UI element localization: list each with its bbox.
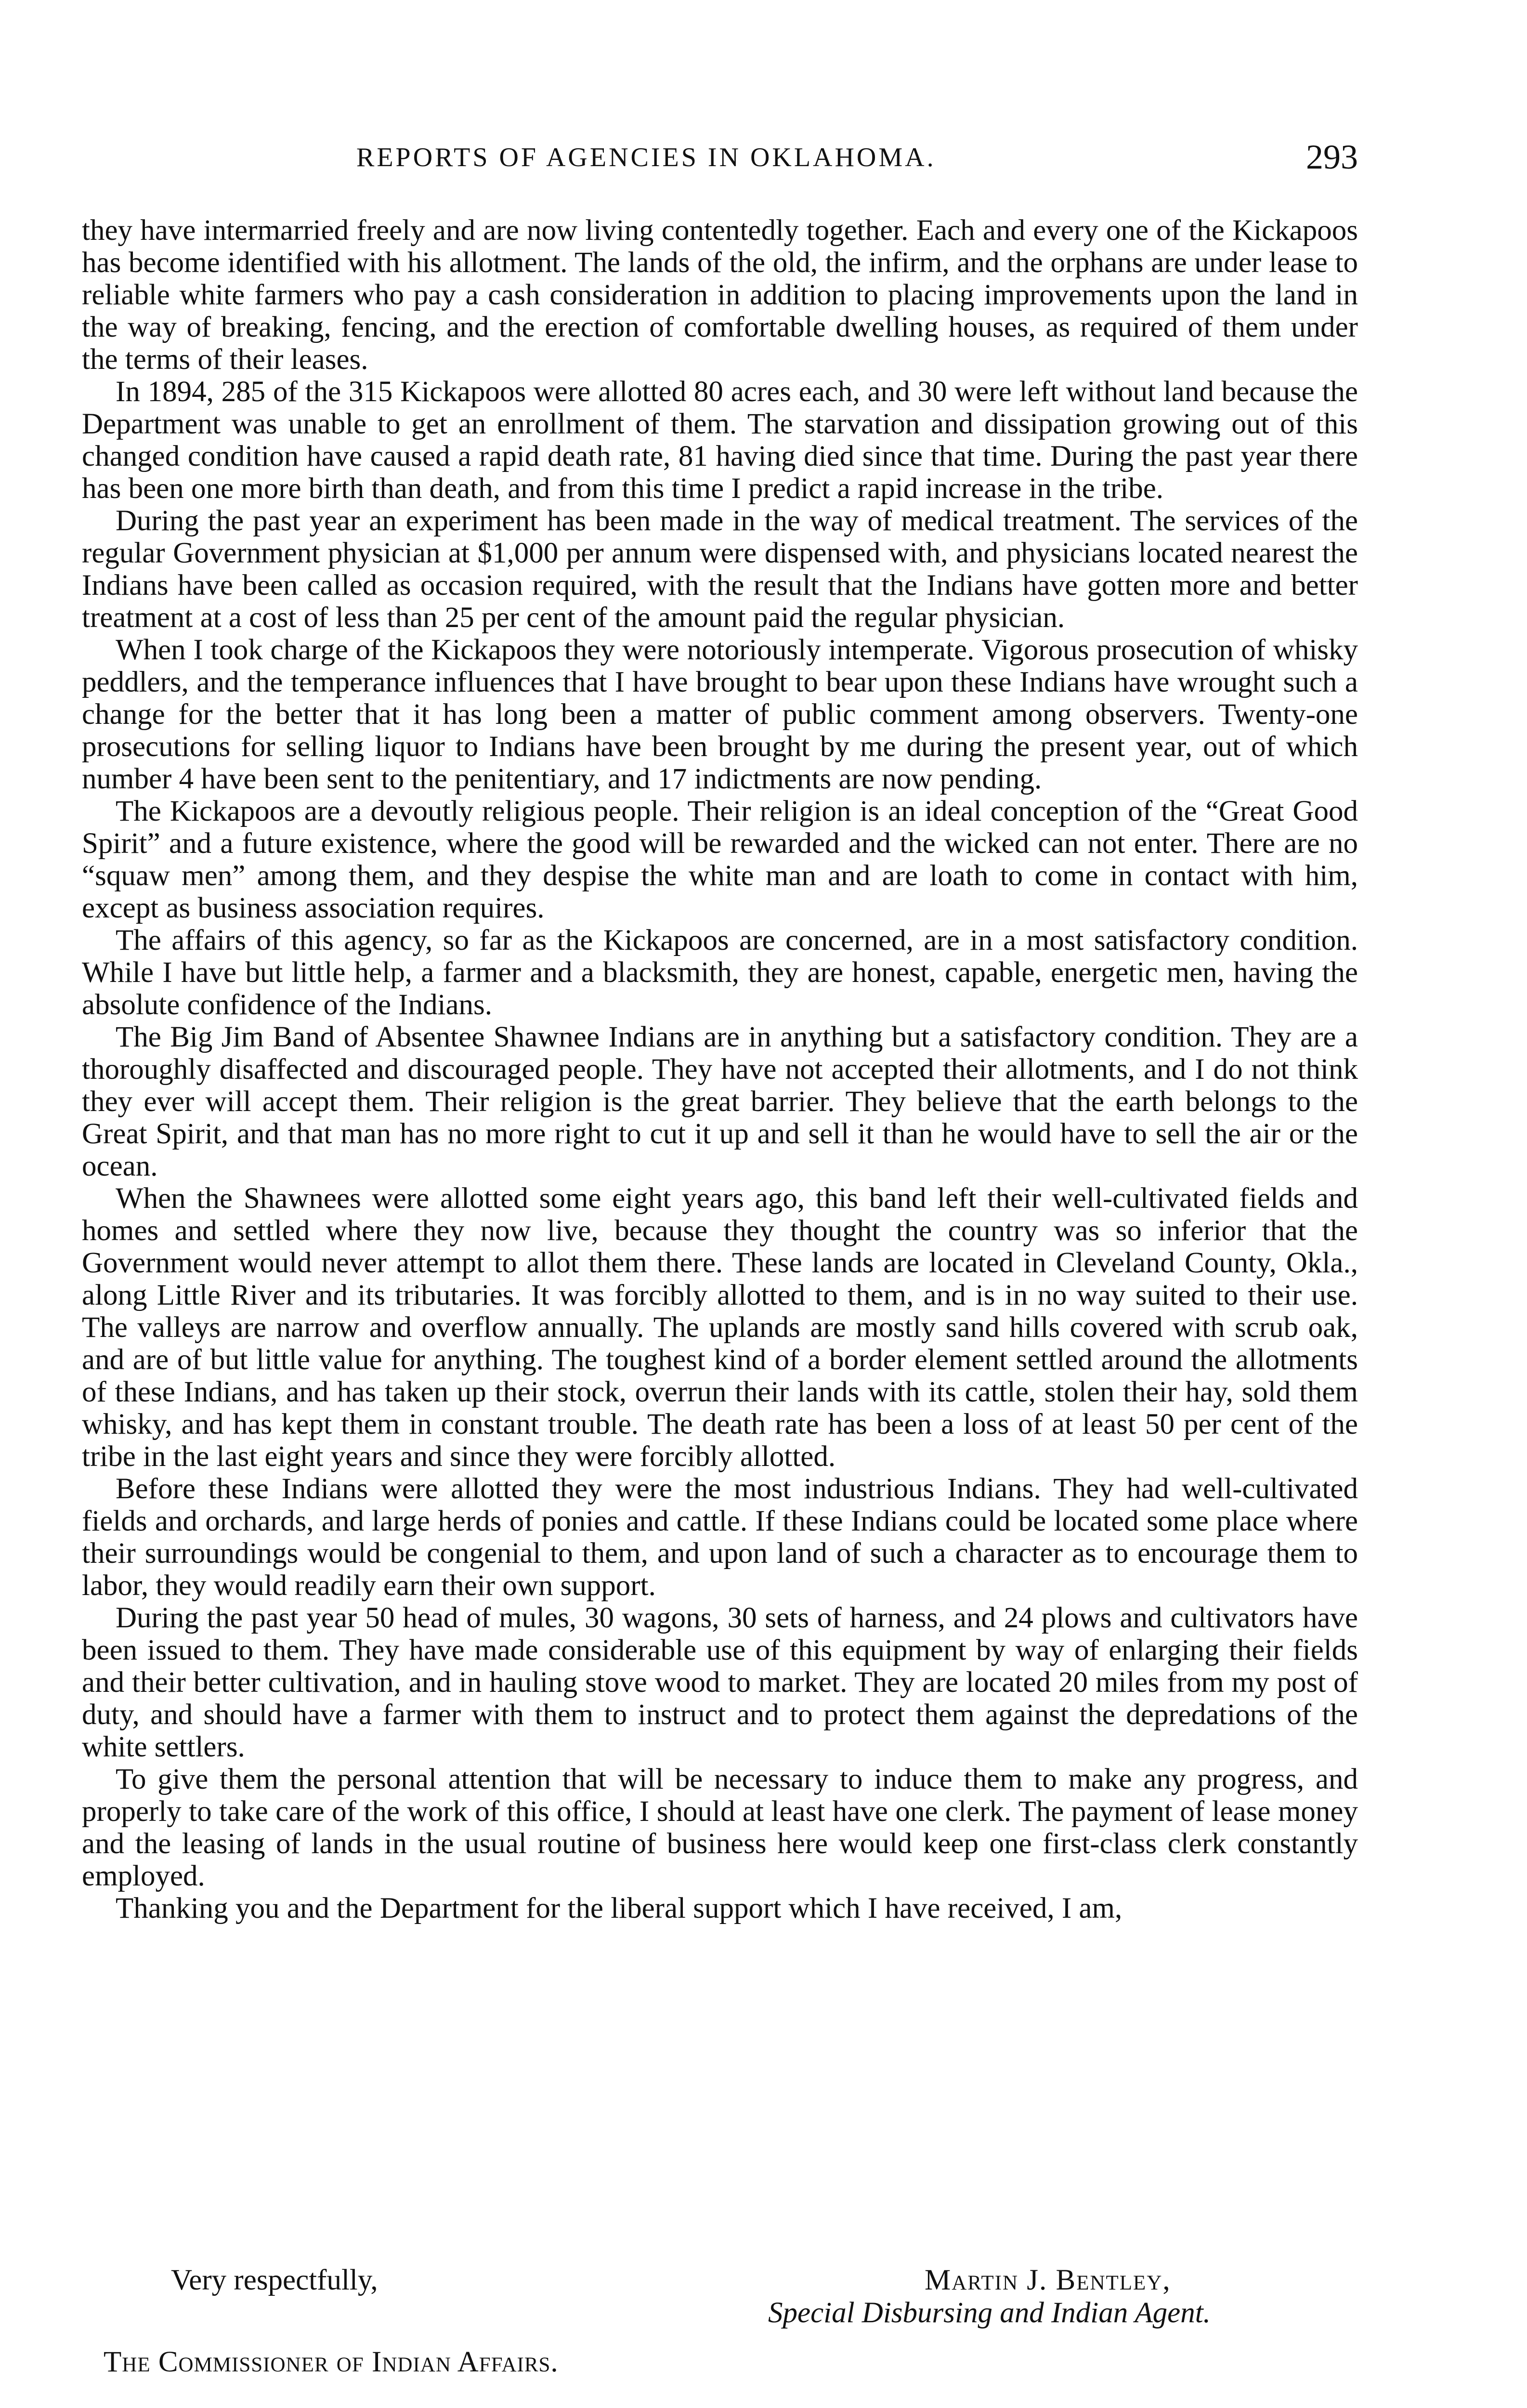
running-head: REPORTS OF AGENCIES IN OKLAHOMA. bbox=[356, 143, 936, 172]
valediction: Very respectfully, bbox=[171, 2264, 378, 2296]
paragraph-before-allotment: Before these Indians were allotted they were the most industrious Indians. They had well-cultivated fields and orchards, and large herds of ponies and cattle. If these Indians could be located some place where their surroundings would be congenial to them, and upon land of such a character as to encourage them to labor, they would readily earn their own support. bbox=[82, 1473, 1358, 1602]
paragraph-shawnee-allotment: When the Shawnees were allotted some eight years ago, this band left their well-cultivated fields and homes and settled where they now live, because they thought the country was so inferior that the Government would never attempt to allot them there. These lands are located in Cleveland County, Okla., along Little River and its tributaries. It was forcibly allotted to them, and is in no way suited to their use. The valleys are narrow and overflow annually. The uplands are mostly sand hills covered with scrub oak, and are of but little value for anything. The toughest kind of a border element settled around the allotments of these Indians, and has taken up their stock, overrun their lands with its cattle, stolen their hay, sold them whisky, and has kept them in constant trouble. The death rate has been a loss of at least 50 per cent of the tribe in the last eight years and since they were forcibly allotted. bbox=[82, 1182, 1358, 1473]
paragraph-continued: they have intermarried freely and are now living contentedly together. Each and every one of the Kickapoos has become identified with his allotment. The lands of the old, the infirm, and the orphans are under lease to reliable white farmers who pay a cash consideration in addition to placing improvements upon the land in the way of breaking, fencing, and the erection of comfortable dwelling houses, as required of them under the terms of their leases. bbox=[82, 214, 1358, 376]
paragraph-clerk-request: To give them the personal attention that will be necessary to induce them to make any progress, and properly to take care of the work of this office, I should at least have one clerk. The payment of lease money and the leasing of lands in the usual routine of business here would keep one first-class clerk constantly employed. bbox=[82, 1763, 1358, 1892]
paragraph-equipment-issued: During the past year 50 head of mules, 30 wagons, 30 sets of harness, and 24 plows and cultivators have been issued to them. They have made considerable use of this equipment by way of enlarging their fields and their better cultivation, and in hauling stove wood to market. They are located 20 miles from my post of duty, and should have a farmer with them to instruct and to protect them against the depredations of the white settlers. bbox=[82, 1602, 1358, 1763]
report-body bbox=[82, 214, 1358, 1924]
addressee: The Commissioner of Indian Affairs. bbox=[104, 2346, 559, 2378]
paragraph-thanks: Thanking you and the Department for the liberal support which I have received, I am, bbox=[116, 1892, 1122, 1924]
signer-name: Martin J. Bentley, bbox=[925, 2264, 1171, 2296]
paragraph-agency-affairs: The affairs of this agency, so far as the Kickapoos are concerned, are in a most satisfactory condition. While I have but little help, a farmer and a blacksmith, they are honest, capable, energetic men, having the absolute confidence of the Indians. bbox=[82, 924, 1358, 1021]
paragraph-temperance: When I took charge of the Kickapoos they were notoriously intemperate. Vigorous prosecution of whisky peddlers, and the temperance influences that I have brought to bear upon these Indians have wrought such a change for the better that it has long been a matter of public comment among observers. Twenty-one prosecutions for selling liquor to Indians have been brought by me during the present year, out of which number 4 have been sent to the penitentiary, and 17 indictments are now pending. bbox=[82, 634, 1358, 795]
signer-title: Special Disbursing and Indian Agent. bbox=[768, 2297, 1211, 2329]
signature-block bbox=[0, 2264, 1527, 2379]
page-number: 293 bbox=[1306, 138, 1358, 176]
paragraph-religion: The Kickapoos are a devoutly religious people. Their religion is an ideal conception of the “Great Good Spirit” and a future existence, where the good will be rewarded and the wicked can not enter. There are no “squaw men” among them, and they despise the white man and are loath to come in contact with him, except as business association requires. bbox=[82, 795, 1358, 924]
paragraph-allotment-1894: In 1894, 285 of the 315 Kickapoos were allotted 80 acres each, and 30 were left without land because the Department was unable to get an enrollment of them. The starvation and dissipation growing out of this changed condition have caused a rapid death rate, 81 having died since that time. During the past year there has been one more birth than death, and from this time I predict a rapid increase in the tribe. bbox=[82, 376, 1358, 505]
paragraph-medical-treatment: During the past year an experiment has been made in the way of medical treatment. The services of the regular Government physician at $1,000 per annum were dispensed with, and physicians located nearest the Indians have been called as occasion required, with the result that the Indians have gotten more and better treatment at a cost of less than 25 per cent of the amount paid the regular physician. bbox=[82, 505, 1358, 634]
page-header bbox=[77, 137, 1358, 181]
paragraph-big-jim-band: The Big Jim Band of Absentee Shawnee Indians are in anything but a satisfactory condition. They are a thoroughly disaffected and discouraged people. They have not accepted their allotments, and I do not think they ever will accept them. Their religion is the great barrier. They believe that the earth belongs to the Great Spirit, and that man has no more right to cut it up and sell it than he would have to sell the air or the ocean. bbox=[82, 1021, 1358, 1182]
